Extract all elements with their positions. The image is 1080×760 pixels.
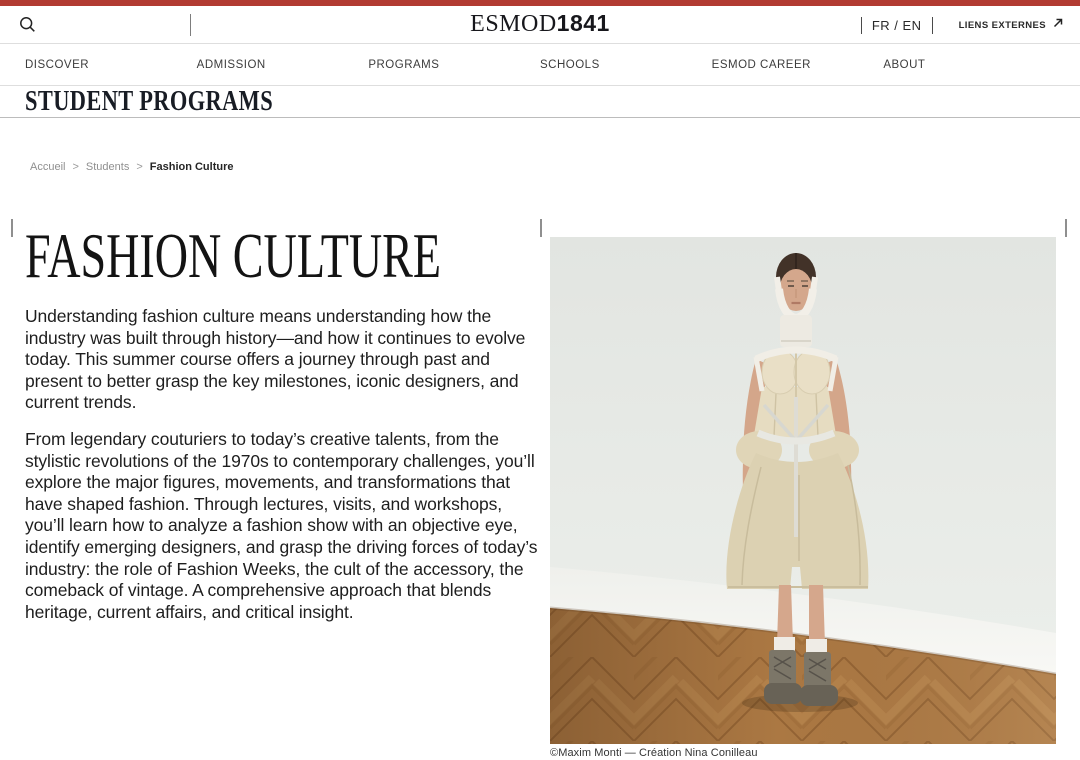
course-photo xyxy=(550,237,1056,744)
language-switcher[interactable] xyxy=(861,17,933,34)
header-right-group xyxy=(861,6,1064,44)
breadcrumb xyxy=(30,161,234,173)
section-title: STUDENT PROGRAMS xyxy=(25,85,274,117)
external-links-button[interactable] xyxy=(959,16,1064,34)
photo-illustration xyxy=(550,237,1056,744)
nav-item-about[interactable]: ABOUT xyxy=(883,58,926,71)
article-column xyxy=(25,220,540,638)
article-body xyxy=(25,306,540,623)
section-bar xyxy=(0,86,1080,118)
lang-divider-right xyxy=(932,17,933,34)
nav-item-esmod-career[interactable]: ESMOD CAREER xyxy=(711,58,811,71)
grid-tick-right xyxy=(1065,219,1067,237)
photo-caption: ©Maxim Monti — Création Nina Conilleau xyxy=(550,747,758,759)
grid-tick-center xyxy=(540,219,542,237)
nav-item-admission[interactable]: ADMISSION xyxy=(196,58,266,71)
main-nav xyxy=(0,44,1080,86)
logo-text-main: ESMOD xyxy=(470,11,557,37)
page-title: FASHION CULTURE xyxy=(25,220,442,291)
breadcrumb-students[interactable]: Students xyxy=(85,161,130,173)
grid-tick-left xyxy=(11,219,13,237)
breadcrumb-separator: > xyxy=(72,161,79,173)
breadcrumb-separator: > xyxy=(136,161,143,173)
nav-item-programs[interactable]: PROGRAMS xyxy=(368,58,440,71)
article-paragraph-2: From legendary couturiers to today’s creative talents, from the stylistic revolutions of the 1970s to contemporary challenges, you’ll explore the major figures, movements, and transformations that have shaped fashion. Through lectures, visits, and workshops, you’ll learn how to analyze a fashion show with an objective eye, identify emerging designers, and grasp the driving forces of today’s industry: the role of Fashion Weeks, the cult of the accessory, the comeback of vintage. A comprehensive approach that blends heritage, current affairs, and critical insight. xyxy=(25,428,538,622)
site-header xyxy=(0,6,1080,44)
breadcrumb-current-page: Fashion Culture xyxy=(149,161,234,173)
language-switcher-label: FR / EN xyxy=(871,17,922,33)
external-links-label: LIENS EXTERNES xyxy=(958,19,1046,31)
article-paragraph-1: Understanding fashion culture means understanding how the industry was built through history—and how it continues to evolve today. This summer course offers a journey through past and present to better grasp the key milestones, iconic designers, and current trends. xyxy=(25,306,526,413)
breadcrumb-accueil[interactable]: Accueil xyxy=(30,161,66,173)
nav-item-schools[interactable]: SCHOOLS xyxy=(540,58,600,71)
arrow-up-right-icon xyxy=(1052,16,1064,34)
lang-divider-left xyxy=(861,17,862,34)
logo-text-year: 1841 xyxy=(556,10,610,36)
nav-item-discover[interactable]: DISCOVER xyxy=(25,58,90,71)
